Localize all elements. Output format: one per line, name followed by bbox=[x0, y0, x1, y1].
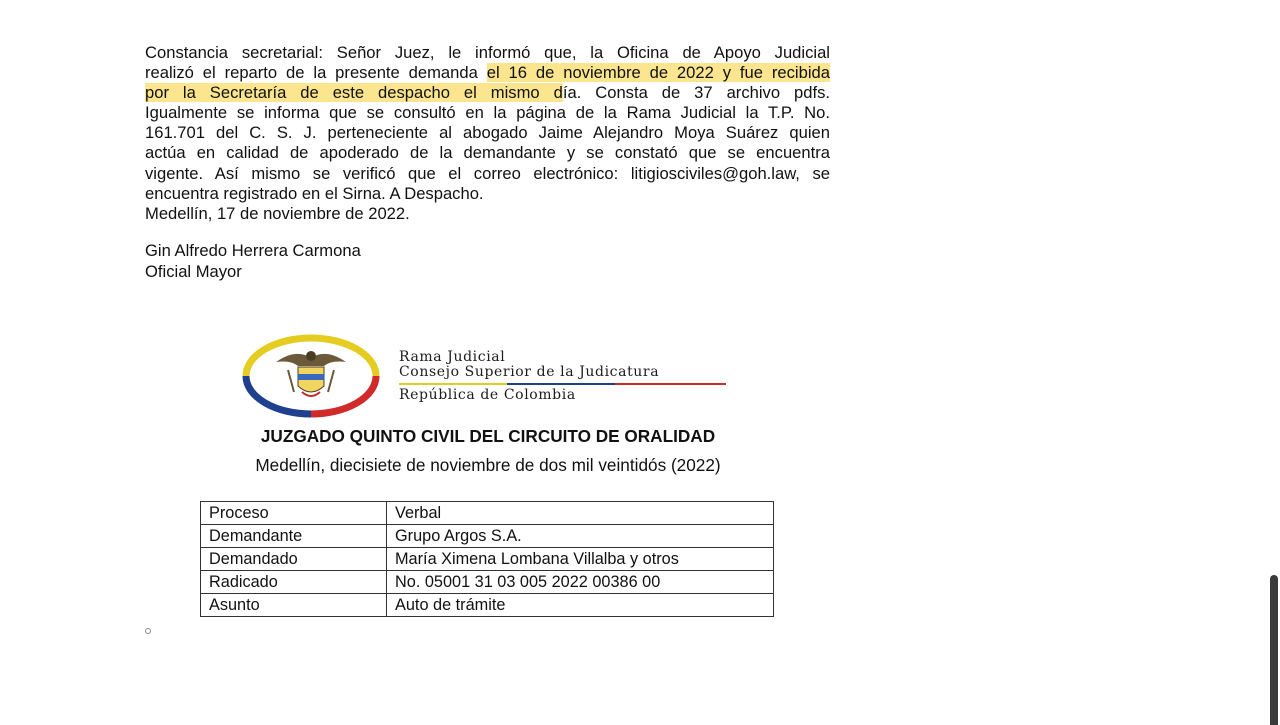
table-label-cell: Asunto bbox=[201, 594, 387, 617]
table-row bbox=[201, 571, 774, 594]
table-value-cell: No. 05001 31 03 005 2022 00386 00 bbox=[387, 571, 774, 594]
constancia-line: Igualmente se informa que se consultó en la página de la Rama Judicial la T.P. No. bbox=[145, 103, 830, 123]
constancia-text: ía. Consta de 37 archivo pdfs. bbox=[562, 83, 830, 103]
constancia-line: 161.701 del C. S. J. perteneciente al abogado Jaime Alejandro Moya Suárez quien bbox=[145, 123, 830, 143]
table-label-cell: Demandante bbox=[201, 525, 387, 548]
tricolor-divider bbox=[399, 383, 726, 385]
highlighted-text: el 16 de noviembre de 2022 y fue recibida bbox=[486, 63, 830, 83]
signer-role: Oficial Mayor bbox=[145, 261, 242, 281]
rama-judicial-title: Rama Judicial bbox=[399, 349, 506, 365]
table-row bbox=[201, 502, 774, 525]
case-info-table bbox=[200, 501, 774, 617]
rama-judicial-header bbox=[399, 350, 729, 403]
coat-of-arms-icon bbox=[276, 351, 346, 396]
table-value-cell: Verbal bbox=[387, 502, 774, 525]
signature-block bbox=[145, 241, 361, 282]
republica-title: República de Colombia bbox=[399, 387, 576, 403]
table-value-cell: Grupo Argos S.A. bbox=[387, 525, 774, 548]
vertical-scrollbar[interactable] bbox=[1266, 0, 1280, 725]
table-value-cell: Auto de trámite bbox=[387, 594, 774, 617]
constancia-line: Constancia secretarial: Señor Juez, le informó que, la Oficina de Apoyo Judicial bbox=[145, 43, 830, 62]
table-value-cell: María Ximena Lombana Villalba y otros bbox=[387, 548, 774, 571]
rama-judicial-seal-icon bbox=[236, 334, 386, 418]
constancia-paragraph bbox=[145, 43, 830, 224]
constancia-line: encuentra registrado en el Sirna. A Despacho. bbox=[145, 183, 484, 203]
table-row bbox=[201, 548, 774, 571]
court-title: JUZGADO QUINTO CIVIL DEL CIRCUITO DE ORALIDAD bbox=[260, 426, 716, 446]
constancia-line bbox=[145, 83, 830, 103]
constancia-line: actúa en calidad de apoderado de la demandante y se constató que se encuentra bbox=[145, 143, 830, 163]
highlighted-text: por la Secretaría de este despacho el mismo d bbox=[145, 83, 563, 103]
scrollbar-thumb[interactable] bbox=[1270, 575, 1278, 725]
table-label-cell: Demandado bbox=[201, 548, 387, 571]
consejo-superior-title: Consejo Superior de la Judicatura bbox=[399, 364, 660, 380]
constancia-line: vigente. Así mismo se verificó que el correo electrónico: litigiosciviles@goh.law, se bbox=[145, 163, 830, 183]
table-row bbox=[201, 525, 774, 548]
constancia-date: Medellín, 17 de noviembre de 2022. bbox=[145, 203, 410, 223]
court-date: Medellín, diecisiete de noviembre de dos mil veintidós (2022) bbox=[255, 455, 721, 475]
bullet-mark-icon bbox=[145, 628, 151, 634]
table-label-cell: Radicado bbox=[201, 571, 387, 594]
table-row bbox=[201, 594, 774, 617]
constancia-text: realizó el reparto de la presente demanda bbox=[145, 63, 487, 83]
table-label-cell: Proceso bbox=[201, 502, 387, 525]
signer-name: Gin Alfredo Herrera Carmona bbox=[145, 241, 361, 260]
constancia-line bbox=[145, 63, 830, 83]
